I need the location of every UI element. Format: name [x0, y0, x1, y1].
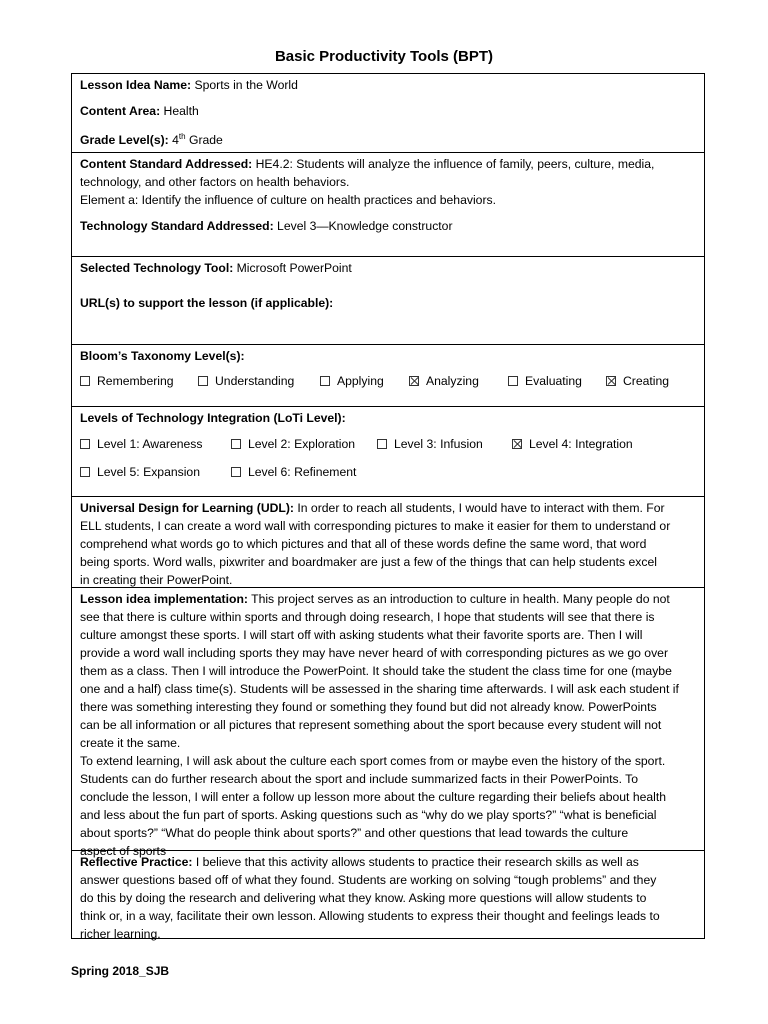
udl-line-4: in creating their PowerPoint.	[80, 573, 233, 587]
blooms-remembering[interactable]: Remembering	[80, 372, 198, 390]
implementation-line-12: and less about the fun part of sports. Asking questions such as “why do we play sports?” “what is beneficial	[80, 808, 657, 822]
blooms-understanding[interactable]: Understanding	[198, 372, 320, 390]
reflective-label: Reflective Practice:	[80, 855, 193, 869]
loti-level-5[interactable]: Level 5: Expansion	[80, 463, 231, 481]
implementation-line-9: To extend learning, I will ask about the culture each sport comes from or maybe even the history of the sport.	[80, 754, 666, 768]
grade-level-rest: Grade	[185, 133, 223, 148]
lesson-plan-form	[71, 73, 705, 939]
udl-line-3: being sports. Word walls, pixwriter and boardmaker are just a few of the things that can help students excel	[80, 555, 657, 569]
loti-level-6[interactable]: Level 6: Refinement	[231, 463, 356, 481]
tech-tool-row	[72, 257, 704, 345]
tech-tool-line	[80, 259, 696, 277]
tech-tool-value: Microsoft PowerPoint	[233, 261, 352, 275]
tech-standard-label: Technology Standard Addressed:	[80, 219, 274, 233]
tech-tool-label: Selected Technology Tool:	[80, 261, 234, 275]
content-standard-line1	[80, 155, 696, 173]
tech-standard-value: Level 3—Knowledge constructor	[273, 219, 453, 233]
checkbox-icon[interactable]	[508, 376, 518, 386]
blooms-evaluating[interactable]: Evaluating	[508, 372, 606, 390]
reflective-line-3: think or, in a way, facilitate their own lesson. Allowing students to express their thought and feelings leads to	[80, 909, 660, 923]
reflective-line-2: do this by doing the research and delivering what they know. Asking more questions will allow students to	[80, 891, 647, 905]
implementation-line-0: Lesson idea implementation: This project serves as an introduction to culture in health. Many people do not	[80, 592, 670, 606]
blooms-applying[interactable]: Applying	[320, 372, 409, 390]
content-area-label: Content Area:	[80, 104, 161, 118]
checkbox-icon[interactable]	[320, 376, 330, 386]
blooms-row	[72, 345, 704, 407]
content-standard-line2: technology, and other factors on health behaviors.	[80, 175, 350, 189]
udl-row	[72, 497, 704, 588]
implementation-line-11: conclude the lesson, I will enter a follow up lesson more about the culture regarding their beliefs about health	[80, 790, 667, 804]
lesson-idea-label: Lesson Idea Name:	[80, 78, 192, 92]
standards-row	[72, 153, 704, 257]
checkbox-icon[interactable]	[377, 439, 387, 449]
implementation-line-13: about sports?” “What do people think about sports?” and other questions that lead towards the culture	[80, 826, 629, 840]
grade-level-number: 4	[168, 133, 179, 148]
urls-label: URL(s) to support the lesson (if applicable):	[80, 296, 334, 310]
reflective-line-4: richer learning.	[80, 927, 161, 941]
loti-level-4[interactable]: Level 4: Integration	[512, 435, 633, 453]
loti-label: Levels of Technology Integration (LoTi Level):	[80, 411, 346, 425]
reflective-line-0: Reflective Practice: I believe that this activity allows students to practice their research skills as well as	[80, 855, 639, 869]
page-title: Basic Productivity Tools (BPT)	[274, 48, 494, 65]
page-footer: Spring 2018_SJB	[71, 964, 170, 978]
lesson-idea-line	[80, 76, 696, 94]
udl-line-1: ELL students, I can create a word wall with corresponding pictures to make it easier for them to understand or	[80, 519, 671, 533]
grade-level-suffix: th	[178, 132, 186, 141]
implementation-line-5: one and a half) class time(s). Students will be assessed in the sharing time afterwards. I will ask each student if	[80, 682, 679, 696]
implementation-line-14: aspect of sports	[80, 844, 167, 858]
loti-level-1[interactable]: Level 1: Awareness	[80, 435, 231, 453]
checked-checkbox-icon[interactable]	[512, 439, 522, 449]
implementation-line-2: culture amongst these sports. I will start off with asking students what their favorite sports are. Then I will	[80, 628, 643, 642]
reflective-row	[72, 851, 704, 941]
content-standard-line3: Element a: Identify the influence of culture on health practices and behaviors.	[80, 193, 496, 207]
checkbox-icon[interactable]	[80, 467, 90, 477]
udl-line-0: Universal Design for Learning (UDL): In order to reach all students, I would have to interact with them. For	[80, 501, 665, 515]
checkbox-icon[interactable]	[231, 467, 241, 477]
loti-checkbox-group-2	[80, 463, 696, 481]
implementation-line-10: Students can do further research about the sport and include summarized facts in their PowerPoints. To	[80, 772, 638, 786]
lesson-info-row	[72, 74, 704, 153]
implementation-line-6: there was something interesting they found or something they found but did not already know. PowerPoints	[80, 700, 657, 714]
loti-level-2[interactable]: Level 2: Exploration	[231, 435, 377, 453]
content-area-value: Health	[160, 104, 199, 118]
blooms-analyzing[interactable]: Analyzing	[409, 372, 508, 390]
checked-checkbox-icon[interactable]	[606, 376, 616, 386]
blooms-checkbox-group	[80, 372, 696, 390]
checkbox-icon[interactable]	[80, 439, 90, 449]
implementation-line-3: provide a word wall including sports they may have never heard of with corresponding pictures as we go over	[80, 646, 669, 660]
content-area-line	[80, 102, 696, 120]
blooms-label: Bloom’s Taxonomy Level(s):	[80, 349, 245, 363]
checkbox-icon[interactable]	[80, 376, 90, 386]
loti-checkbox-group-1	[80, 435, 696, 453]
loti-level-3[interactable]: Level 3: Infusion	[377, 435, 512, 453]
blooms-creating[interactable]: Creating	[606, 372, 669, 390]
loti-row	[72, 407, 704, 497]
content-standard-label: Content Standard Addressed:	[80, 157, 253, 171]
udl-label: Universal Design for Learning (UDL):	[80, 501, 294, 515]
lesson-idea-value: Sports in the World	[191, 78, 298, 92]
implementation-label: Lesson idea implementation:	[80, 592, 248, 606]
implementation-line-4: them as a class. Then I will introduce the PowerPoint. It should take the student the class time for one (maybe	[80, 664, 672, 678]
implementation-line-1: see that there is culture within sports and through doing research, I hope that students will see that there is	[80, 610, 655, 624]
checkbox-icon[interactable]	[231, 439, 241, 449]
content-standard-text1: HE4.2: Students will analyze the influence of family, peers, culture, media,	[252, 157, 655, 171]
reflective-line-1: answer questions based off of what they found. Students are working on solving “tough problems” and they	[80, 873, 657, 887]
udl-line-2: comprehend what words go to which pictures and that all of these words define the same word, that word	[80, 537, 647, 551]
implementation-row	[72, 588, 704, 858]
checkbox-icon[interactable]	[198, 376, 208, 386]
grade-level-label: Grade Level(s):	[80, 133, 169, 148]
checked-checkbox-icon[interactable]	[409, 376, 419, 386]
implementation-line-8: create it the same.	[80, 736, 181, 750]
implementation-line-7: can be all information or all pictures that represent something about the sport because every student will not	[80, 718, 662, 732]
tech-standard-line	[80, 217, 696, 235]
grade-level-line	[80, 128, 696, 149]
